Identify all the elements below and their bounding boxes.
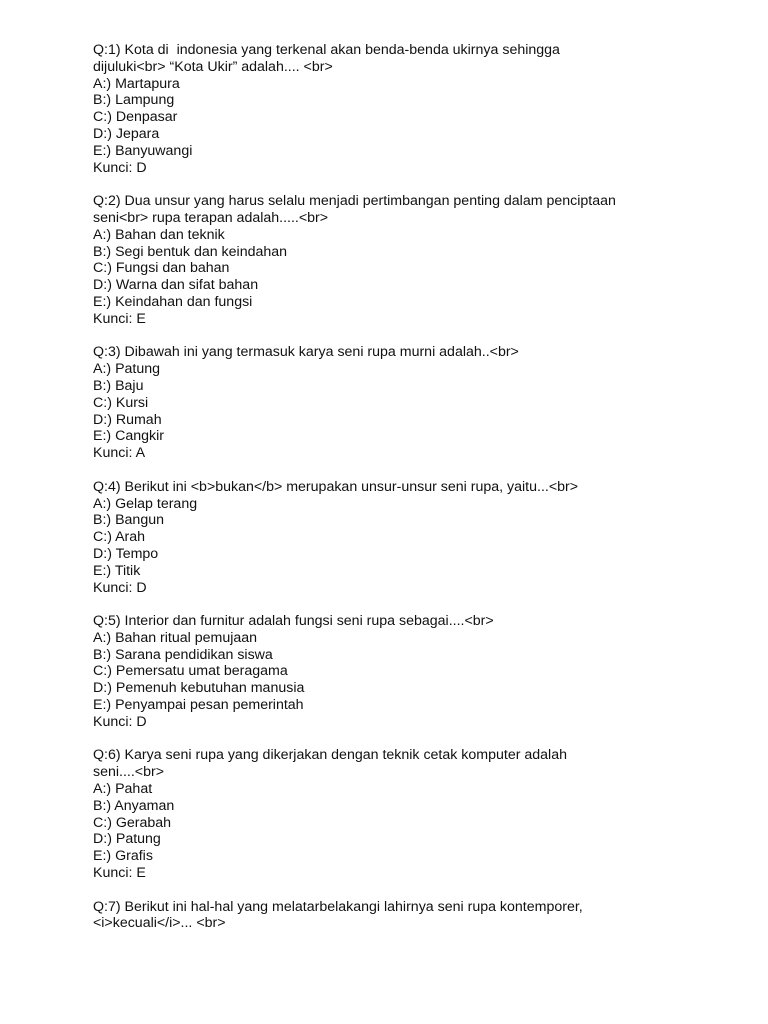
answer-option-d: D:) Patung [93, 831, 161, 848]
question-6 [93, 747, 733, 881]
answer-key: Kunci: D [93, 579, 147, 596]
answer-option-c: C:) Gerabah [93, 814, 172, 831]
question-text-line: seni....<br> [93, 764, 164, 781]
question-text-line: Q:4) Berikut ini <b>bukan</b> merupakan unsur-unsur seni rupa, yaitu...<br> [93, 478, 579, 495]
answer-option-d: D:) Jepara [93, 125, 160, 142]
answer-option-a: A:) Pahat [93, 781, 153, 798]
answer-option-e: E:) Banyuwangi [93, 142, 193, 159]
answer-option-b: B:) Anyaman [93, 797, 175, 814]
answer-option-e: E:) Keindahan dan fungsi [93, 293, 253, 310]
document-page [93, 42, 733, 949]
answer-option-e: E:) Titik [93, 562, 141, 579]
answer-option-b: B:) Baju [93, 377, 144, 394]
answer-option-a: A:) Bahan ritual pemujaan [93, 629, 258, 646]
answer-option-e: E:) Penyampai pesan pemerintah [93, 697, 304, 714]
question-1 [93, 42, 733, 176]
answer-option-a: A:) Martapura [93, 75, 180, 92]
answer-option-e: E:) Cangkir [93, 428, 164, 445]
answer-option-b: B:) Bangun [93, 512, 164, 529]
answer-option-d: D:) Tempo [93, 545, 159, 562]
answer-option-d: D:) Pemenuh kebutuhan manusia [93, 680, 305, 697]
answer-key: Kunci: A [93, 445, 146, 462]
answer-option-d: D:) Warna dan sifat bahan [93, 277, 259, 294]
answer-key: Kunci: E [93, 865, 146, 882]
answer-key: Kunci: E [93, 310, 146, 327]
question-text-line: Q:3) Dibawah ini yang termasuk karya seni rupa murni adalah..<br> [93, 344, 519, 361]
answer-option-b: B:) Sarana pendidikan siswa [93, 646, 273, 663]
question-text-line: Q:6) Karya seni rupa yang dikerjakan dengan teknik cetak komputer adalah [93, 747, 567, 764]
question-text-line: Q:2) Dua unsur yang harus selalu menjadi pertimbangan penting dalam penciptaan [93, 193, 616, 210]
question-text-line: Q:7) Berikut ini hal-hal yang melatarbelakangi lahirnya seni rupa kontemporer, [93, 898, 583, 915]
answer-option-d: D:) Rumah [93, 411, 162, 428]
question-text-line: seni<br> rupa terapan adalah.....<br> [93, 209, 329, 226]
answer-option-b: B:) Segi bentuk dan keindahan [93, 243, 288, 260]
answer-option-a: A:) Patung [93, 361, 161, 378]
answer-option-c: C:) Kursi [93, 394, 149, 411]
answer-option-a: A:) Bahan dan teknik [93, 226, 225, 243]
answer-option-c: C:) Arah [93, 529, 146, 546]
question-3 [93, 344, 733, 462]
answer-key: Kunci: D [93, 159, 147, 176]
answer-option-c: C:) Denpasar [93, 109, 178, 126]
question-4 [93, 479, 733, 597]
answer-option-c: C:) Pemersatu umat beragama [93, 663, 288, 680]
question-5 [93, 613, 733, 731]
answer-key: Kunci: D [93, 713, 147, 730]
question-text-line: Q:5) Interior dan furnitur adalah fungsi seni rupa sebagai....<br> [93, 613, 494, 630]
question-2 [93, 193, 733, 327]
answer-option-e: E:) Grafis [93, 848, 153, 865]
question-7 [93, 899, 733, 933]
question-text-line: <i>kecuali</i>... <br> [93, 915, 226, 932]
answer-option-a: A:) Gelap terang [93, 495, 198, 512]
answer-option-b: B:) Lampung [93, 92, 175, 109]
question-text-line: dijuluki<br> “Kota Ukir” adalah.... <br> [93, 58, 333, 75]
question-text-line: Q:1) Kota di indonesia yang terkenal akan benda-benda ukirnya sehingga [93, 42, 560, 58]
answer-option-c: C:) Fungsi dan bahan [93, 260, 230, 277]
